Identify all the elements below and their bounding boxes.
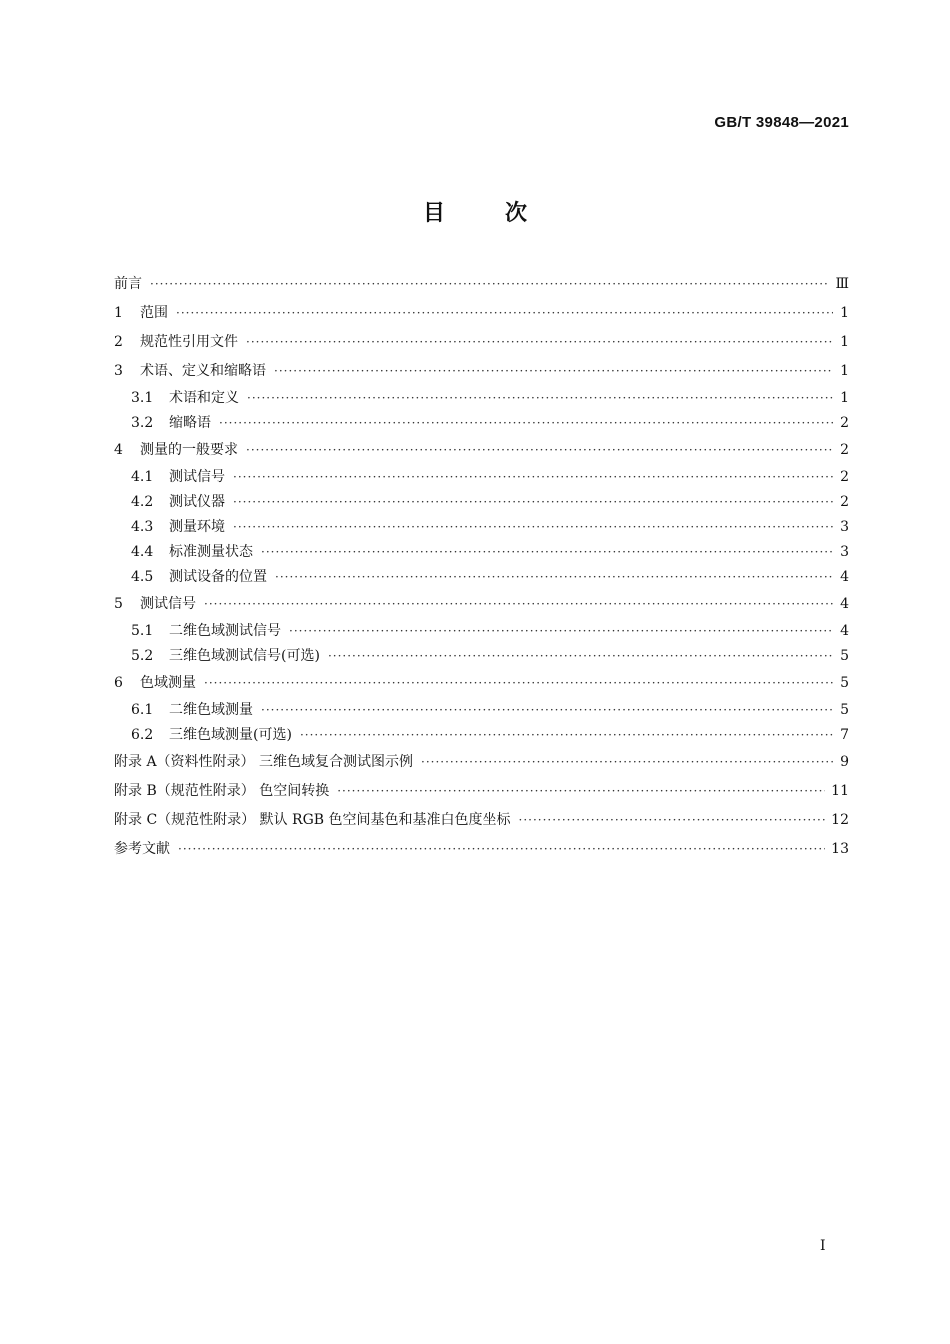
toc-number: 3.2 <box>131 415 154 431</box>
toc-page: 4 <box>840 569 849 585</box>
toc-page: 5 <box>840 648 849 664</box>
toc-leader <box>176 299 833 328</box>
toc-entry-5-2[interactable] <box>114 644 849 669</box>
toc-page: 2 <box>840 494 849 510</box>
toc-page: 5 <box>840 702 849 718</box>
toc-number: 1 <box>114 305 123 321</box>
toc-number: 4.3 <box>131 519 154 535</box>
toc-number: 3.1 <box>131 390 154 406</box>
toc-entry-5[interactable] <box>114 590 849 619</box>
toc-page: 1 <box>840 305 849 321</box>
toc-page: 3 <box>840 519 849 535</box>
toc-label: 术语、定义和缩略语 <box>140 363 266 379</box>
toc-label: 三维色域测量(可选) <box>169 727 292 743</box>
toc-label: 测试信号 <box>140 596 196 612</box>
toc-leader <box>233 465 833 490</box>
toc-label: 色域测量 <box>140 675 196 691</box>
toc-leader <box>328 644 833 669</box>
toc-label: 规范性引用文件 <box>140 334 238 350</box>
toc-label: 附录 A（资料性附录） 三维色域复合测试图示例 <box>114 754 414 770</box>
toc-page: 2 <box>840 469 849 485</box>
toc-page: 2 <box>840 442 849 458</box>
toc-label: 前言 <box>114 276 142 292</box>
toc-number: 4.1 <box>131 469 154 485</box>
toc-leader <box>219 411 833 436</box>
toc-entry-3-2[interactable] <box>114 411 849 436</box>
toc-label: 术语和定义 <box>169 390 239 406</box>
toc-entry-4-5[interactable] <box>114 565 849 590</box>
toc-leader <box>246 436 833 465</box>
toc-leader <box>204 669 833 698</box>
toc-entry-appendix-c[interactable] <box>114 806 849 835</box>
toc-entry-appendix-b[interactable] <box>114 777 849 806</box>
page-number: I <box>820 1238 826 1254</box>
toc-number: 6.2 <box>131 727 154 743</box>
title-char-1: 目 <box>422 201 445 226</box>
toc-leader <box>337 777 825 806</box>
toc-entry-1[interactable] <box>114 299 849 328</box>
toc-entry-6[interactable] <box>114 669 849 698</box>
toc-number: 4 <box>114 442 123 458</box>
toc-label: 二维色域测试信号 <box>169 623 281 639</box>
toc-page: 1 <box>840 334 849 350</box>
toc-page: 9 <box>840 754 849 770</box>
toc-leader <box>233 515 833 540</box>
title-char-2: 次 <box>505 201 528 226</box>
toc-entry-3-1[interactable] <box>114 386 849 411</box>
toc-number: 6 <box>114 675 123 691</box>
toc-entry-4-2[interactable] <box>114 490 849 515</box>
toc-page: 1 <box>840 363 849 379</box>
toc-number: 3 <box>114 363 123 379</box>
toc-entry-6-2[interactable] <box>114 723 849 748</box>
toc-page: 13 <box>831 841 849 857</box>
toc-entry-4-1[interactable] <box>114 465 849 490</box>
toc-number: 2 <box>114 334 123 350</box>
toc-page: 1 <box>840 390 849 406</box>
toc-page: 11 <box>831 783 849 799</box>
toc-label: 三维色域测试信号(可选) <box>169 648 320 664</box>
toc-page: 3 <box>840 544 849 560</box>
toc-leader <box>247 386 833 411</box>
toc-page: 7 <box>840 727 849 743</box>
toc-entry-6-1[interactable] <box>114 698 849 723</box>
table-of-contents <box>114 270 849 864</box>
toc-label: 测试信号 <box>169 469 225 485</box>
toc-leader <box>300 723 833 748</box>
page-title <box>0 196 950 227</box>
toc-entry-2[interactable] <box>114 328 849 357</box>
toc-page: 4 <box>840 596 849 612</box>
toc-page: 4 <box>840 623 849 639</box>
toc-label: 测试设备的位置 <box>169 569 267 585</box>
toc-entry-5-1[interactable] <box>114 619 849 644</box>
toc-leader <box>261 540 833 565</box>
toc-entry-4-4[interactable] <box>114 540 849 565</box>
toc-entry-4-3[interactable] <box>114 515 849 540</box>
toc-page: 5 <box>840 675 849 691</box>
toc-label: 附录 C（规范性附录） 默认 RGB 色空间基色和基准白色度坐标 <box>114 812 511 828</box>
toc-leader <box>519 806 826 835</box>
toc-number: 5 <box>114 596 123 612</box>
standard-code: GB/T 39848—2021 <box>714 114 849 131</box>
toc-label: 测量的一般要求 <box>140 442 238 458</box>
toc-leader <box>421 748 833 777</box>
toc-leader <box>178 835 825 864</box>
toc-number: 4.5 <box>131 569 154 585</box>
toc-label: 二维色域测量 <box>169 702 253 718</box>
toc-leader <box>150 270 829 299</box>
toc-leader <box>289 619 833 644</box>
toc-leader <box>261 698 833 723</box>
toc-number: 4.4 <box>131 544 154 560</box>
toc-label: 测试仪器 <box>169 494 225 510</box>
toc-page: 2 <box>840 415 849 431</box>
toc-page: Ⅲ <box>835 276 849 292</box>
toc-leader <box>246 328 833 357</box>
toc-number: 5.2 <box>131 648 154 664</box>
toc-entry-3[interactable] <box>114 357 849 386</box>
toc-label: 范围 <box>140 305 168 321</box>
toc-page: 12 <box>831 812 849 828</box>
toc-label: 缩略语 <box>169 415 211 431</box>
toc-label: 附录 B（规范性附录） 色空间转换 <box>114 783 330 799</box>
toc-leader <box>274 357 833 386</box>
toc-label: 测量环境 <box>169 519 225 535</box>
toc-label: 标准测量状态 <box>169 544 253 560</box>
toc-label: 参考文献 <box>114 841 170 857</box>
toc-number: 4.2 <box>131 494 154 510</box>
toc-entry-appendix-a[interactable] <box>114 748 849 777</box>
toc-number: 6.1 <box>131 702 154 718</box>
toc-leader <box>275 565 833 590</box>
toc-number: 5.1 <box>131 623 154 639</box>
toc-entry-4[interactable] <box>114 436 849 465</box>
toc-entry-foreword[interactable] <box>114 270 849 299</box>
toc-leader <box>233 490 833 515</box>
toc-entry-references[interactable] <box>114 835 849 864</box>
toc-leader <box>204 590 833 619</box>
